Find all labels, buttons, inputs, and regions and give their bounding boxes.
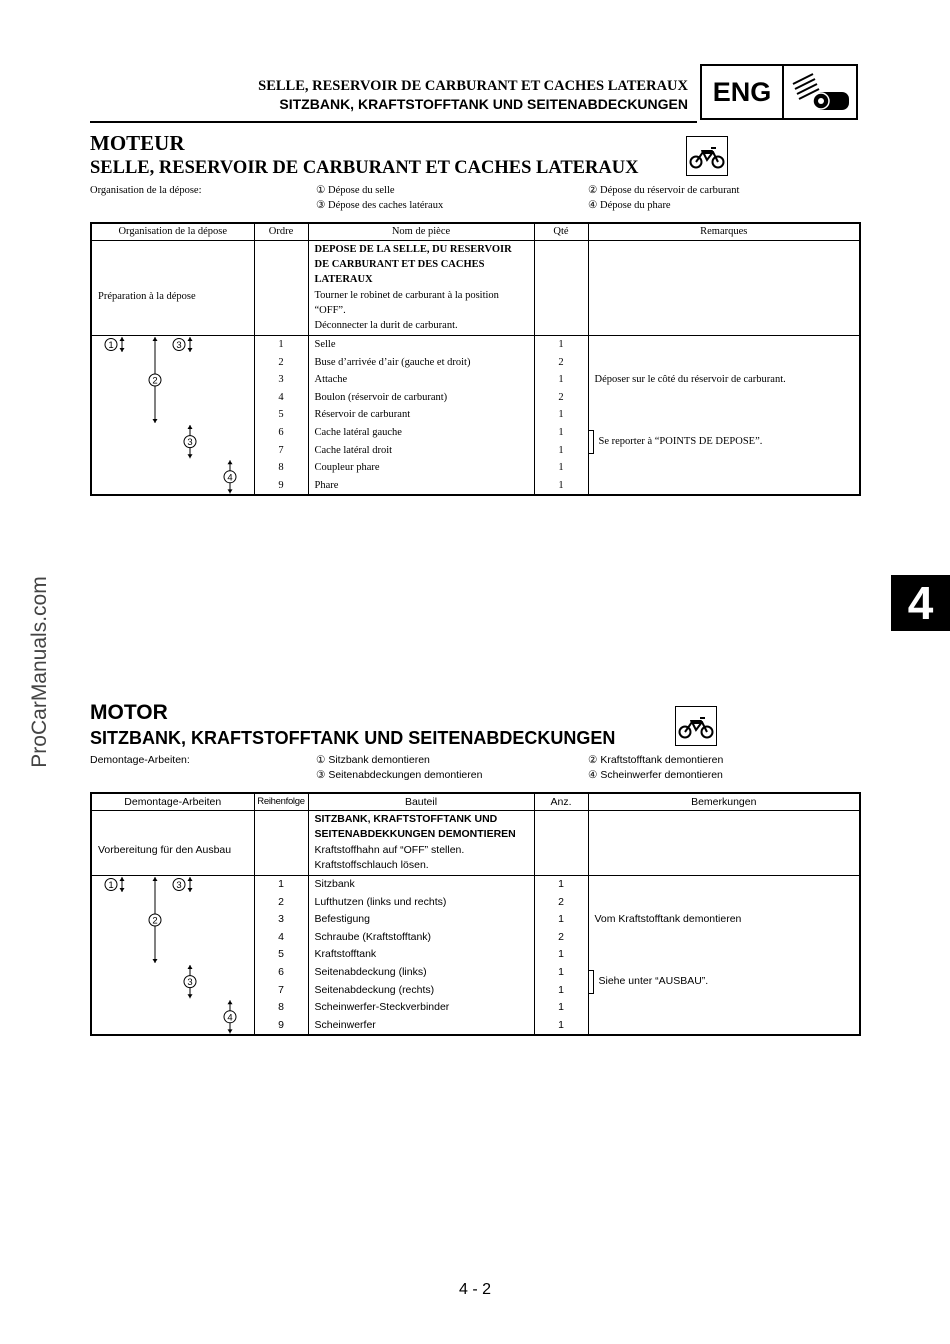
section-title-de: MOTOR [90, 701, 168, 724]
part-name-cell: Réservoir de carburant [308, 406, 534, 424]
sequence-diagram [91, 876, 254, 1036]
qty-cell: 1 [534, 999, 588, 1017]
part-name-cell: Boulon (réservoir de carburant) [308, 389, 534, 407]
col-header: Qté [534, 223, 588, 241]
order-cell: 8 [254, 999, 308, 1017]
order-cell: 6 [254, 964, 308, 982]
order-cell: 5 [254, 946, 308, 964]
part-name-cell: Phare [308, 477, 534, 496]
motorcycle-icon [686, 136, 728, 176]
bracket [589, 430, 594, 454]
qty-cell: 1 [534, 459, 588, 477]
remark-cell [588, 389, 860, 407]
sequence-arrows-svg [92, 336, 255, 494]
col-header: Nom de pièce [308, 223, 534, 241]
preparation-text: Déconnecter la durit de carburant. [314, 320, 458, 331]
org-label-de: Demontage-Arbeiten: [90, 754, 190, 766]
preparation-text: Kraftstoffhahn auf “OFF” stellen. [314, 844, 465, 856]
remark-cell [588, 424, 860, 459]
preparation-detail [308, 241, 534, 336]
qty-cell: 1 [534, 964, 588, 982]
sequence-arrows [92, 336, 255, 501]
order-cell: 5 [254, 406, 308, 424]
remark-text: Siehe unter “AUSBAU”. [598, 974, 709, 987]
qty-cell: 1 [534, 946, 588, 964]
removal-table-de [90, 792, 861, 1036]
part-name-cell: Coupleur phare [308, 459, 534, 477]
part-name-cell: Seitenabdeckung (rechts) [308, 982, 534, 1000]
step-4-marker [224, 471, 236, 484]
step-number: 3 [187, 977, 193, 989]
remark-cell: Vom Kraftstofftank demontieren [588, 911, 860, 929]
section-subtitle-fr: SELLE, RESERVOIR DE CARBURANT ET CACHES LATERAUX [90, 158, 639, 178]
part-name-cell: Schraube (Kraftstofftank) [308, 929, 534, 947]
qty-cell: 2 [534, 354, 588, 372]
org-step-4-fr: ④ Dépose du phare [588, 200, 671, 211]
remark-cell [588, 1017, 860, 1036]
step-2-marker [149, 374, 161, 387]
col-header: Bauteil [308, 793, 534, 811]
remark-cell [588, 964, 860, 999]
remark-cell [588, 929, 860, 947]
step-number: 1 [108, 880, 114, 891]
step-number: 3 [187, 437, 193, 449]
col-header: Remarques [588, 223, 860, 241]
col-header: Reihenfolge [254, 793, 308, 811]
order-cell: 3 [254, 911, 308, 929]
part-name-cell: Cache latéral gauche [308, 424, 534, 442]
order-cell: 9 [254, 477, 308, 496]
col-header: Bemerkungen [588, 793, 860, 811]
table-row [91, 876, 860, 894]
step-1-arrow [120, 337, 125, 352]
col-header: Ordre [254, 223, 308, 241]
section-badge-label: ENG [702, 66, 784, 118]
step-1-arrow [120, 877, 125, 892]
preparation-detail [308, 811, 534, 876]
preparation-heading: DEPOSE DE LA SELLE, DU RESERVOIR DE CARBURANT ET DES CACHES LATERAUX [314, 244, 512, 285]
remark-cell: Déposer sur le côté du réservoir de carburant. [588, 371, 860, 389]
removal-table-fr [90, 222, 861, 496]
remark-cell [588, 876, 860, 894]
step-number: 4 [227, 472, 233, 484]
order-cell: 1 [254, 876, 308, 894]
step-3-marker [184, 436, 196, 449]
qty-cell: 1 [534, 424, 588, 442]
table-header-row [91, 223, 860, 241]
org-step-2-fr: ② Dépose du réservoir de carburant [588, 185, 740, 196]
qty-cell: 1 [534, 406, 588, 424]
order-cell: 1 [254, 336, 308, 354]
preparation-row [91, 241, 860, 336]
remark-cell [588, 354, 860, 372]
sequence-diagram [91, 336, 254, 496]
part-name-cell: Scheinwerfer [308, 1017, 534, 1036]
sequence-arrows [92, 876, 255, 1041]
org-step-4-de: ④ Scheinwerfer demontieren [588, 769, 723, 781]
org-step-1-fr: ① Dépose du selle [316, 185, 395, 196]
step-3-marker [184, 976, 196, 989]
qty-cell: 1 [534, 442, 588, 460]
col-header: Anz. [534, 793, 588, 811]
qty-cell: 1 [534, 477, 588, 496]
header-title-de: SITZBANK, KRAFTSTOFFTANK UND SEITENABDECKUNGEN [279, 96, 688, 112]
header-title-fr: SELLE, RESERVOIR DE CARBURANT ET CACHES LATERAUX [258, 78, 688, 94]
engine-icon [784, 66, 856, 118]
part-name-cell: Buse d’arrivée d’air (gauche et droit) [308, 354, 534, 372]
table-row [91, 336, 860, 354]
remark-cell [588, 477, 860, 496]
sequence-arrows-svg [92, 876, 255, 1034]
step-number: 1 [108, 340, 114, 351]
preparation-heading: SITZBANK, KRAFTSTOFFTANK UND SEITENABDEKKUNGEN DEMONTIEREN [314, 813, 516, 840]
order-cell: 4 [254, 929, 308, 947]
qty-cell: 1 [534, 371, 588, 389]
part-name-cell: Cache latéral droit [308, 442, 534, 460]
step-number: 2 [152, 375, 158, 387]
order-cell: 7 [254, 442, 308, 460]
bracket [589, 970, 594, 994]
col-header: Organisation de la dépose [91, 223, 254, 241]
order-cell: 3 [254, 371, 308, 389]
qty-cell: 1 [534, 982, 588, 1000]
watermark: ProCarManuals.com [28, 576, 51, 768]
remark-cell [588, 999, 860, 1017]
step-2-marker [149, 914, 161, 927]
section-title-fr: MOTEUR [90, 131, 185, 155]
qty-cell: 1 [534, 911, 588, 929]
section-badge [700, 64, 858, 120]
org-step-3-de: ③ Seitenabdeckungen demontieren [316, 769, 483, 781]
step-3a-arrow [188, 337, 193, 352]
step-number: 4 [227, 1012, 233, 1024]
order-cell: 4 [254, 389, 308, 407]
part-name-cell: Kraftstofftank [308, 946, 534, 964]
remark-cell [588, 459, 860, 477]
order-cell: 9 [254, 1017, 308, 1036]
preparation-text: Kraftstoffschlauch lösen. [314, 859, 429, 871]
part-name-cell: Attache [308, 371, 534, 389]
step-number: 3 [176, 340, 182, 351]
org-step-1-de: ① Sitzbank demontieren [316, 754, 430, 766]
step-3a-arrow [188, 877, 193, 892]
table-header-row [91, 793, 860, 811]
part-name-cell: Lufthutzen (links und rechts) [308, 894, 534, 912]
qty-cell: 2 [534, 929, 588, 947]
order-cell: 2 [254, 894, 308, 912]
preparation-label: Vorbereitung für den Ausbau [91, 811, 254, 876]
section-subtitle-de: SITZBANK, KRAFTSTOFFTANK UND SEITENABDECKUNGEN [90, 728, 616, 748]
part-name-cell: Seitenabdeckung (links) [308, 964, 534, 982]
org-step-2-de: ② Kraftstofftank demontieren [588, 754, 724, 766]
qty-cell: 1 [534, 876, 588, 894]
order-cell: 7 [254, 982, 308, 1000]
preparation-text: Tourner le robinet de carburant à la position “OFF”. [314, 290, 499, 316]
qty-cell: 2 [534, 389, 588, 407]
part-name-cell: Scheinwerfer-Steckverbinder [308, 999, 534, 1017]
step-1-marker [105, 339, 117, 352]
col-header: Demontage-Arbeiten [91, 793, 254, 811]
step-1-marker [105, 879, 117, 892]
remark-cell [588, 946, 860, 964]
qty-cell: 1 [534, 1017, 588, 1036]
chapter-tab: 4 [891, 575, 950, 631]
motorcycle-icon [675, 706, 717, 746]
step-3a-marker [173, 879, 185, 892]
remark-cell [588, 894, 860, 912]
order-cell: 2 [254, 354, 308, 372]
step-number: 2 [152, 915, 158, 927]
part-name-cell: Sitzbank [308, 876, 534, 894]
qty-cell: 2 [534, 894, 588, 912]
org-label-fr: Organisation de la dépose: [90, 185, 202, 196]
order-cell: 6 [254, 424, 308, 442]
qty-cell: 1 [534, 336, 588, 354]
part-name-cell: Befestigung [308, 911, 534, 929]
remark-text: Se reporter à “POINTS DE DEPOSE”. [598, 435, 763, 447]
page-number: 4 - 2 [458, 1281, 491, 1298]
remark-cell [588, 406, 860, 424]
order-cell: 8 [254, 459, 308, 477]
preparation-label: Préparation à la dépose [91, 241, 254, 336]
remark-cell [588, 336, 860, 354]
step-3a-marker [173, 339, 185, 352]
preparation-row [91, 811, 860, 876]
step-4-marker [224, 1011, 236, 1024]
org-step-3-fr: ③ Dépose des caches latéraux [316, 200, 444, 211]
header-rule [90, 121, 697, 123]
step-number: 3 [176, 880, 182, 891]
part-name-cell: Selle [308, 336, 534, 354]
